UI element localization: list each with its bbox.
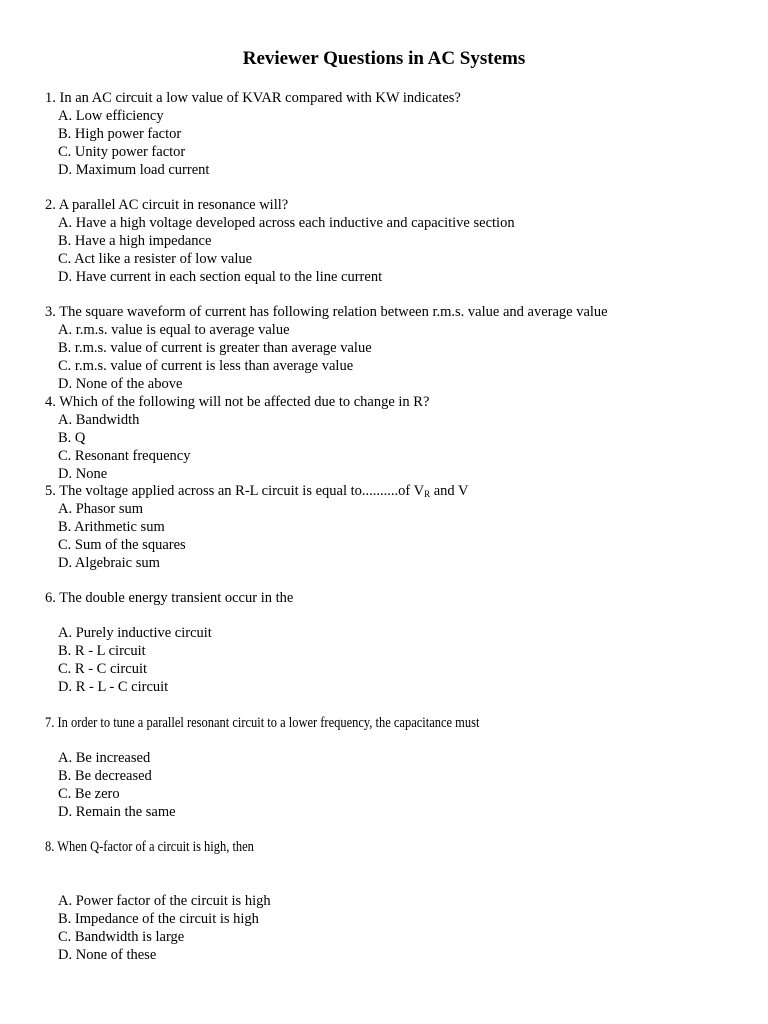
question-2-option-c: C. Act like a resister of low value (58, 251, 253, 267)
question-8-option-b: B. Impedance of the circuit is high (58, 911, 259, 927)
question-3: 3. The square waveform of current has following relation between r.m.s. value and average value (45, 304, 608, 320)
question-5-option-a: A. Phasor sum (58, 501, 143, 517)
question-1-option-b: B. High power factor (58, 126, 182, 142)
question-1-option-d: D. Maximum load current (58, 162, 210, 178)
question-4-option-b: B. Q (58, 430, 86, 446)
question-2: 2. A parallel AC circuit in resonance will? (45, 197, 289, 213)
question-6-option-b: B. R - L circuit (58, 643, 146, 659)
question-8-option-a: A. Power factor of the circuit is high (58, 893, 271, 909)
question-4-option-c: C. Resonant frequency (58, 448, 191, 464)
question-8: 8. When Q-factor of a circuit is high, then (45, 839, 254, 855)
question-5-option-c: C. Sum of the squares (58, 537, 186, 553)
question-6: 6. The double energy transient occur in the (45, 590, 294, 606)
question-1: 1. In an AC circuit a low value of KVAR compared with KW indicates? (45, 90, 461, 106)
question-7-option-c: C. Be zero (58, 786, 120, 802)
question-5 (45, 482, 468, 500)
question-8-option-c: C. Bandwidth is large (58, 929, 185, 945)
question-2-option-b: B. Have a high impedance (58, 233, 212, 249)
question-4: 4. Which of the following will not be affected due to change in R? (45, 394, 430, 410)
question-5-text-end: and V (430, 483, 469, 499)
question-6-option-a: A. Purely inductive circuit (58, 625, 212, 641)
question-5-option-b: B. Arithmetic sum (58, 519, 165, 535)
question-1-option-c: C. Unity power factor (58, 144, 186, 160)
question-3-option-b: B. r.m.s. value of current is greater than average value (58, 340, 372, 356)
question-2-option-d: D. Have current in each section equal to the line current (58, 269, 383, 285)
page-title: Reviewer Questions in AC Systems (242, 48, 526, 69)
question-8-option-d: D. None of these (58, 947, 157, 963)
question-7: 7. In order to tune a parallel resonant circuit to a lower frequency, the capacitance must (45, 715, 480, 731)
question-5-option-d: D. Algebraic sum (58, 555, 160, 571)
question-6-option-c: C. R - C circuit (58, 661, 148, 677)
question-3-option-d: D. None of the above (58, 376, 183, 392)
question-7-option-d: D. Remain the same (58, 804, 176, 820)
question-3-option-a: A. r.m.s. value is equal to average value (58, 322, 290, 338)
question-1-option-a: A. Low efficiency (58, 108, 164, 124)
question-4-option-a: A. Bandwidth (58, 412, 140, 428)
question-7-option-a: A. Be increased (58, 750, 151, 766)
question-2-option-a: A. Have a high voltage developed across each inductive and capacitive section (58, 215, 515, 231)
question-5-text: 5. The voltage applied across an R-L circuit is equal to..........of V (45, 483, 425, 499)
question-6-option-d: D. R - L - C circuit (58, 679, 169, 695)
question-7-option-b: B. Be decreased (58, 768, 152, 784)
question-4-option-d: D. None (58, 466, 108, 482)
question-5-subscript: R (424, 489, 431, 499)
question-3-option-c: C. r.m.s. value of current is less than average value (58, 358, 354, 374)
